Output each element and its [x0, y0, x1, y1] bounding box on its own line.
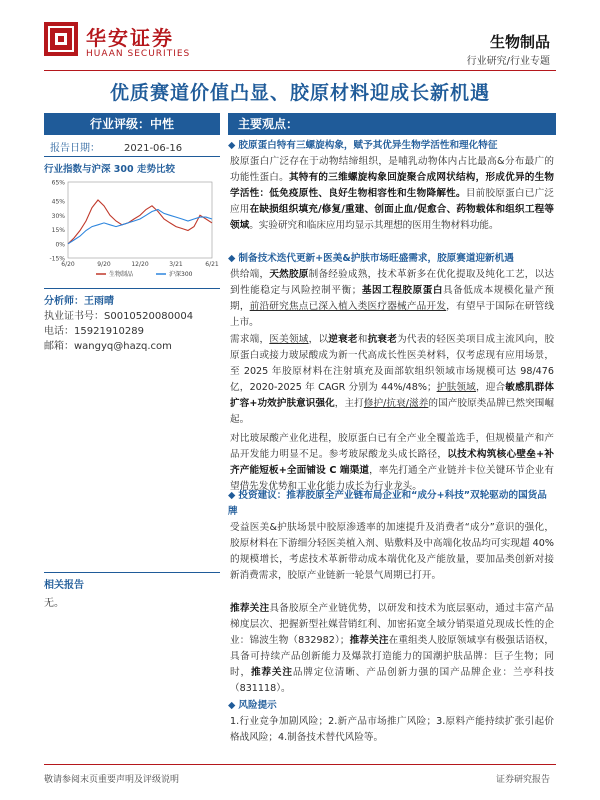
report-title: 优质赛道价值凸显、胶原材料迎成长新机遇: [109, 82, 490, 104]
x-tick-label: 12/20: [131, 261, 149, 268]
brand-name-en: HUAAN SECURITIES: [86, 49, 191, 59]
analyst-label: 分析师：王雨晴: [44, 296, 114, 307]
bullet-icon: ◆: [228, 140, 236, 151]
report-type: 行业研究/行业专题: [466, 56, 550, 67]
legend-label: 沪深300: [169, 271, 193, 278]
analyst-email[interactable]: 邮箱：wangyq@hazq.com: [44, 341, 172, 352]
footer-divider: [44, 764, 556, 765]
section-2-comparison: 对比玻尿酸产业化进程，胶原蛋白已有全产业全覆盖选手，但规模量产和产品开发能力明显不足。参考玻尿酸龙头成长路径，以技术构筑核心壁垒+补齐产能短板+全面铺设 C 端渠道，率先打通全产业链并卡位关键环节企业有望借先发优势和工业化能力成长为行业龙头。: [230, 433, 555, 493]
brand-logo: [44, 22, 78, 56]
x-tick-label: 6/21: [205, 261, 219, 268]
report-date-label: 报告日期：: [50, 143, 100, 154]
y-tick-label: 15%: [51, 227, 65, 234]
section-1-body: 胶原蛋白广泛存在于动物结缔组织，是哺乳动物体内占比最高&分布最广的功能性蛋白。其特有的三维螺旋构象回旋聚合成网状结构，形成优异的生物学活性：低免疫原性、良好生物相容性和生物降解性。目前胶原蛋白已广泛应用在缺损组织填充/修复/重建、创面止血/促愈合、药物载体和组织工程等领域。实验研究和临床应用均显示其理想的医用生物材料功能。: [230, 156, 555, 232]
bullet-icon: ◆: [228, 253, 236, 264]
y-tick-label: 0%: [55, 241, 65, 249]
section-2-demand: 需求端，医美领域，以逆衰老和抗衰老为代表的轻医美项目成主流风向，胶原蛋白或接力玻尿酸成为新一代高成长性医美材料，仅考虑现有应用场景，至 2025 年胶原材料在注射填充及面部软组织领域市场规模可达 98/476 亿，2020-2025 年 CAGR 分别为 44%/48%；护肤领域，迎合敏感肌群体扩容+功效护肤意识强化，主打修护/抗衰/滋养的国产胶原类品牌已然突围崛起。: [230, 334, 555, 426]
section-4-title: ◆ 风险提示: [228, 700, 277, 711]
index-comparison-chart: [44, 176, 220, 284]
y-tick-label: 65%: [51, 179, 65, 187]
footer-label: 证券研究报告: [495, 775, 550, 785]
industry-rating: 行业评级：中性: [44, 113, 220, 135]
y-tick-label: 30%: [51, 212, 65, 220]
report-date-value: 2021-06-16: [124, 143, 183, 154]
related-reports-label: 相关报告: [44, 580, 84, 591]
series-line-1: [68, 200, 212, 244]
report-date-row: [44, 139, 220, 154]
related-reports-value: 无。: [44, 598, 64, 609]
left-divider-3: [44, 572, 220, 573]
left-divider: [44, 156, 220, 157]
key-points-header: 主要观点：: [228, 113, 556, 135]
left-divider-2: [44, 288, 220, 289]
chart-title: 行业指数与沪深 300 走势比较: [44, 164, 175, 175]
analyst-phone: 电话：15921910289: [44, 326, 144, 337]
x-tick-label: 3/21: [169, 261, 183, 268]
section-2-supply: 供给端，天然胶原制备经验成熟，技术革新多在优化提取及纯化工艺，以达到性能稳定与风险控制平衡；基因工程胶原蛋白具备低成本规模化量产预期，前沿研究焦点已深入植入类医疗器械产品开发，有望早于国际在研管线上市。: [230, 269, 555, 329]
section-3-recommend: 推荐关注具备胶原全产业链优势，以研发和技术为底层驱动，通过丰富产品梯度层次、把握新型社媒营销红利、加密拓宽全域分销渠道兑现成长性的企业：锦波生物（832982）；推荐关注在重组类人胶原领域享有极强话语权，具备可持续产品创新能力及爆款打造能力的国潮护肤品牌：巨子生物；同时，推荐关注品牌定位清晰、产品创新力强的国产品牌企业：兰亭科技（831118）。: [230, 603, 555, 695]
x-tick-label: 6/20: [61, 261, 75, 268]
bullet-icon: ◆: [228, 490, 236, 501]
bullet-icon: ◆: [228, 700, 236, 711]
risk-warnings: 1.行业竞争加剧风险；2.新产品市场推广风险；3.原料产能持续扩张引起价格战风险；4.制备技术替代风险等。: [230, 716, 554, 744]
sector-label: 生物制品: [489, 33, 550, 51]
section-1-title: ◆ 胶原蛋白特有三螺旋构象，赋予其优异生物学活性和理化特征: [228, 140, 498, 151]
y-tick-label: 45%: [51, 198, 65, 206]
legend-label: 生物制品: [109, 271, 134, 278]
x-tick-label: 9/20: [97, 261, 111, 268]
section-3-title: ◆ 投资建议：推荐胶原全产业链布局企业和“成分+科技”双轮驱动的国货品牌: [228, 490, 547, 517]
section-2-title: ◆ 制备技术迭代更新+医美&护肤市场旺盛需求，胶原赛道迎新机遇: [228, 253, 514, 264]
y-tick-label: -15%: [49, 255, 65, 263]
brand-mark-icon: [44, 22, 78, 56]
brand-name-cn: 华安证券: [86, 26, 174, 50]
header-divider: [44, 70, 556, 71]
analyst-license: 执业证书号：S0010520080004: [44, 311, 194, 322]
section-3-body: 受益医美&护肤场景中胶原渗透率的加速提升及消费者“成分”意识的强化，胶原材料在下游细分轻医美植入剂、贴敷料及中高端化妆品均可实现超 40%的规模增长，考虑技术革新带动成本端优化及产能放量，要加品类创新对接新消费需求，胶原产业链新一轮景气周期已打开。: [230, 522, 554, 582]
footer-disclaimer: 敬请参阅末页重要声明及评级说明: [44, 775, 180, 785]
